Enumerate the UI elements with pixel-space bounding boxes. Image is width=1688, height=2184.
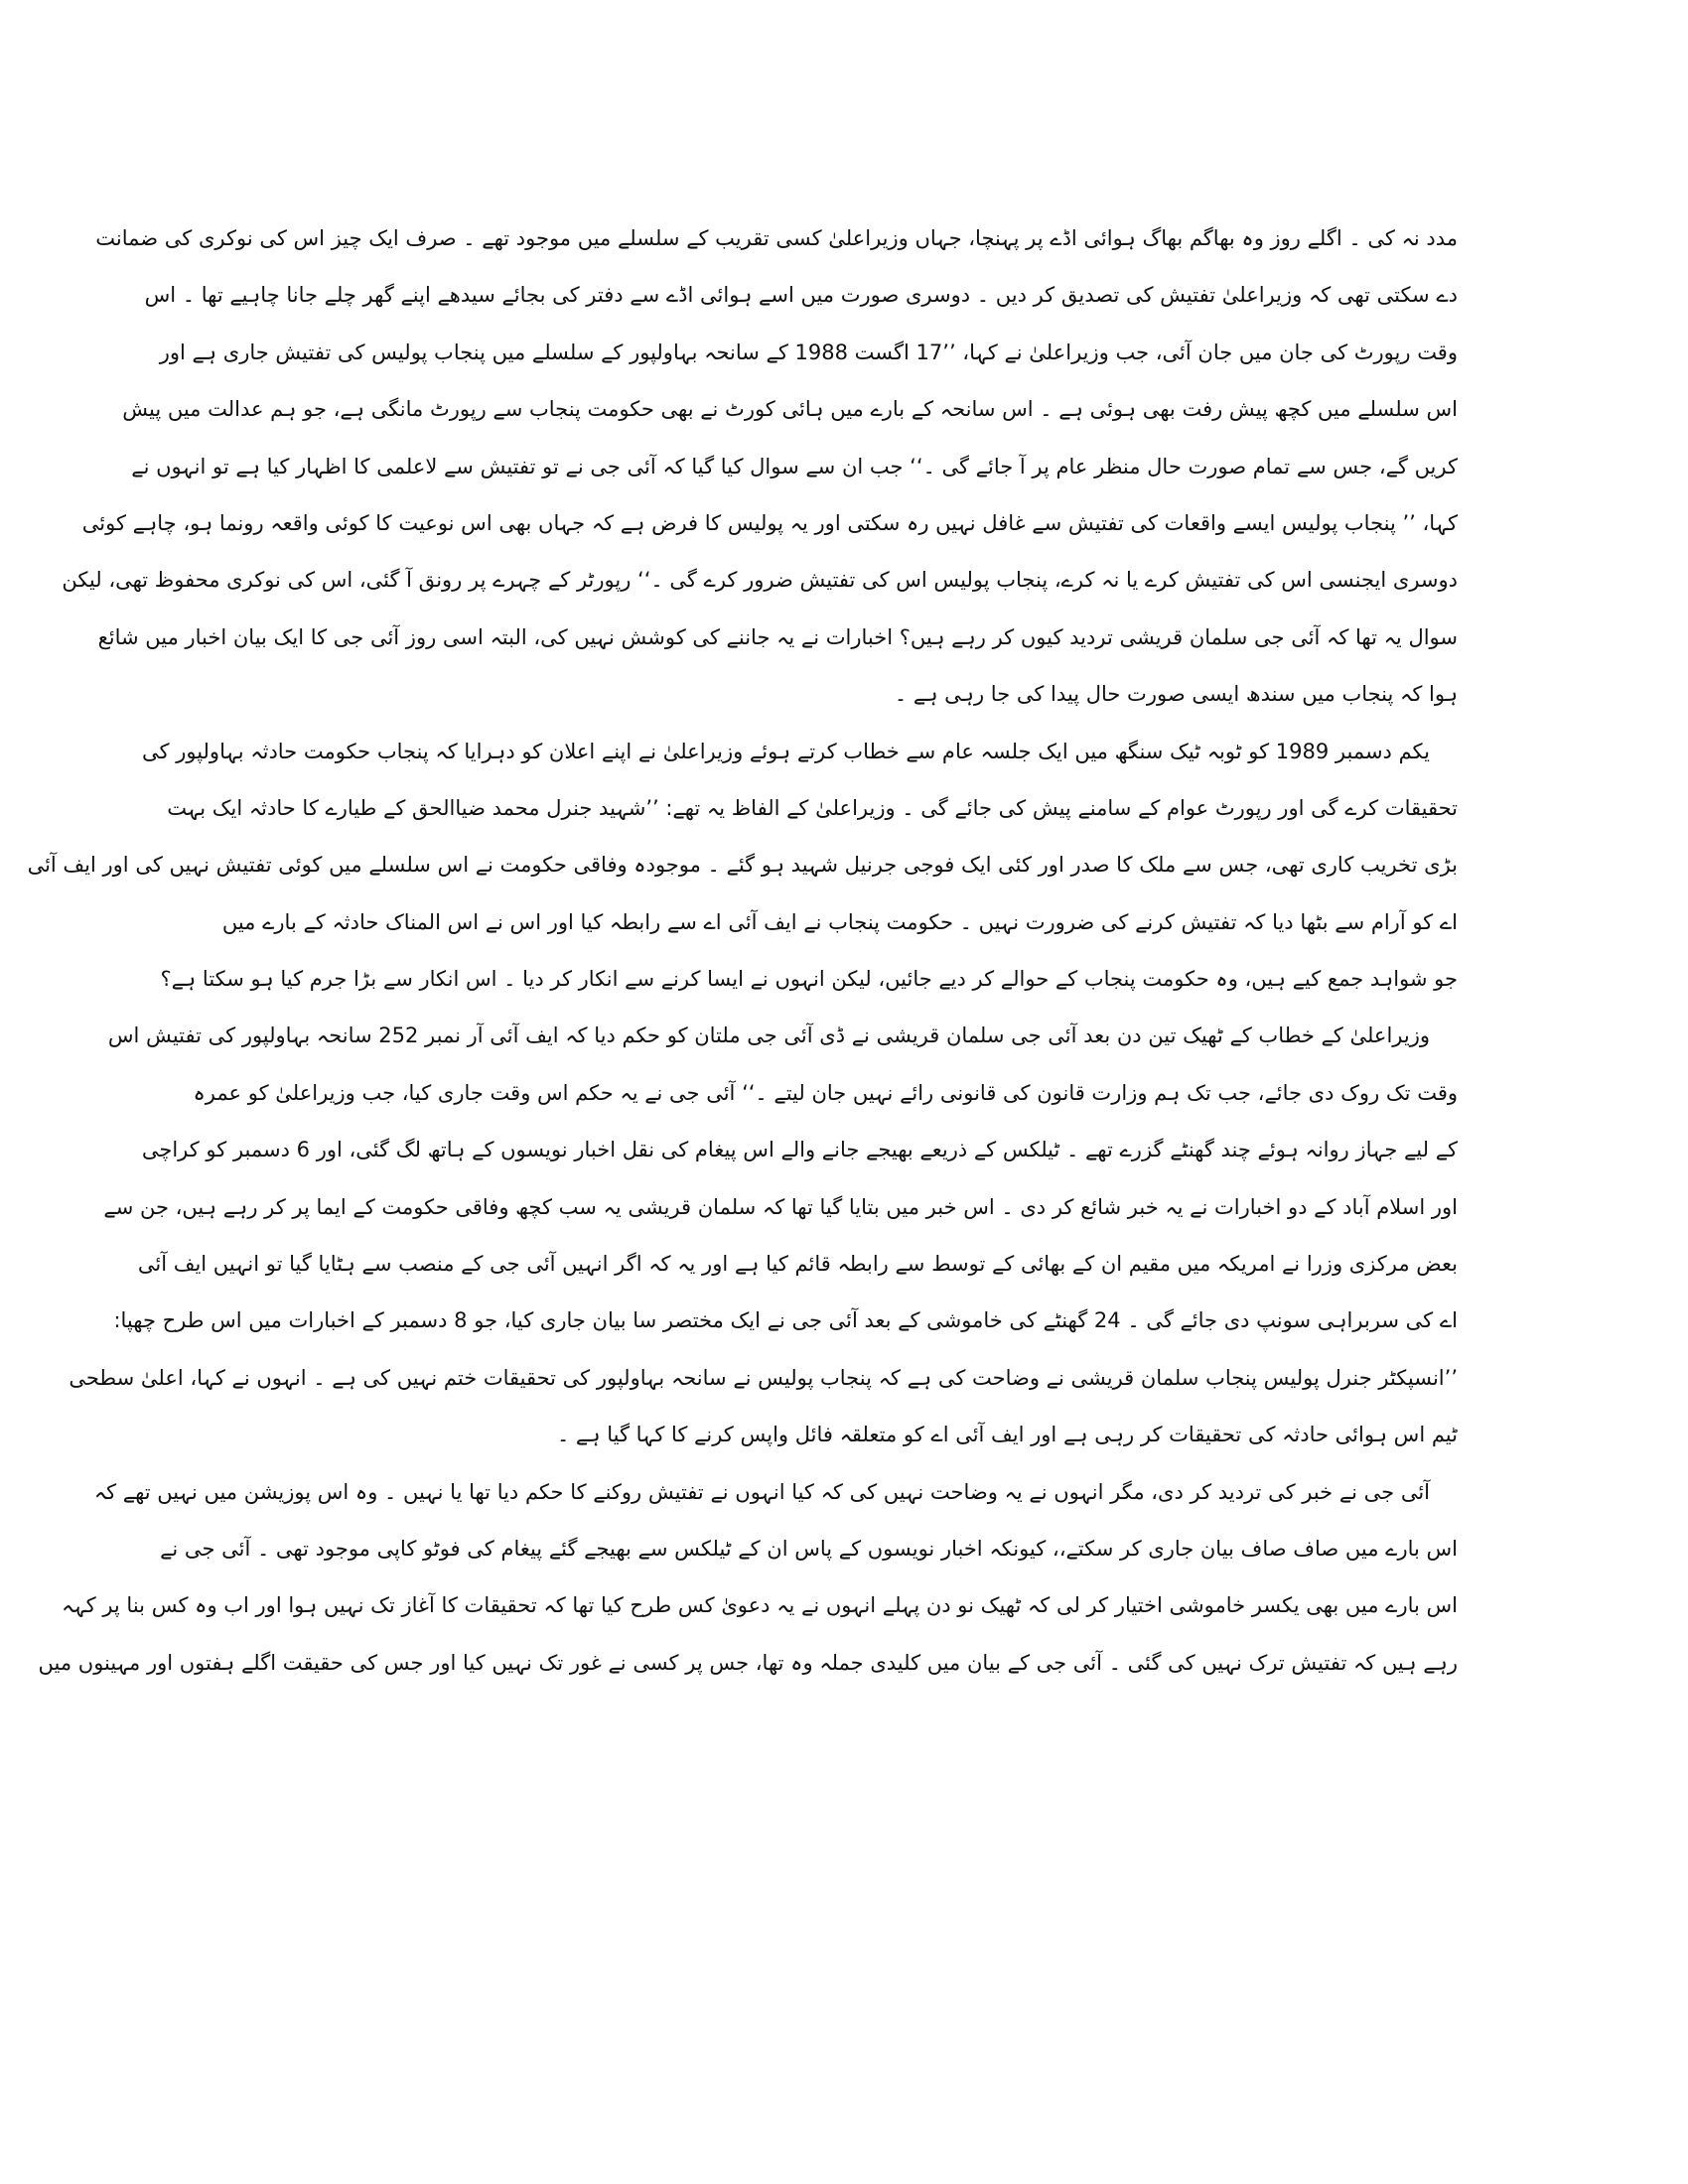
body-text: [27, 210, 1458, 1692]
text-line: یکم دسمبر 1989 کو ٹوبہ ٹیک سنگھ میں ایک جلسہ عام سے خطاب کرتے ہوئے وزیراعلیٰ نے اپنے اعلان کو دہرایا کہ پنجاب حکومت حادثہ بہاولپور کی: [142, 739, 1430, 763]
text-line: کے لیے جہاز روانہ ہوئے چند گھنٹے گزرے تھے ۔ ٹیلکس کے ذریعے بھیجے جانے والے اس پیغام کی نقل اخبار نویسوں کے ہاتھ لگ گئی، اور 6 دسمبر کو کراچی: [141, 1138, 1458, 1162]
text-line: جو شواہد جمع کیے ہیں، وہ حکومت پنجاب کے حوالے کر دیے جائیں، لیکن انہوں نے ایسا کرنے سے انکار کر دیا ۔ اس انکار سے بڑا جرم کیا ہو سکتا ہے؟: [160, 967, 1458, 992]
text-line: کہا، ’’ پنجاب پولیس ایسے واقعات کی تفتیش سے غافل نہیں رہ سکتی اور یہ پولیس کا فرض ہے کہ جہاں بھی اس نوعیت کا کوئی واقعہ رونما ہو، چاہے کوئی: [81, 510, 1458, 535]
text-line: وزیراعلیٰ کے خطاب کے ٹھیک تین دن بعد آئی جی سلمان قریشی نے ڈی آئی جی ملتان کو حکم دیا کہ ایف آئی آر نمبر 252 سانحہ بہاولپور کی تفتیش اس: [107, 1024, 1430, 1048]
text-line: آئی جی نے خبر کی تردید کر دی، مگر انہوں نے یہ وضاحت نہیں کی کہ کیا انہوں نے تفتیش روکنے کا حکم دیا تھا یا نہیں ۔ وہ اس پوزیشن میں نہیں تھے کہ: [93, 1479, 1430, 1504]
text-line: اس بارے میں صاف صاف بیان جاری کر سکتے،، کیونکہ اخبار نویسوں کے پاس ان کے ٹیلکس سے بھیجے گئے پیغام کی فوٹو کاپی موجود تھی ۔ آئی جی نے: [160, 1536, 1458, 1561]
text-line: اس سلسلے میں کچھ پیش رفت بھی ہوئی ہے ۔ اس سانحہ کے بارے میں ہائی کورٹ نے بھی حکومت پنجاب سے رپورٹ مانگی ہے، جو ہم عدالت میں پیش: [122, 397, 1458, 422]
text-line: دوسری ایجنسی اس کی تفتیش کرے یا نہ کرے، پنجاب پولیس اس کی تفتیش ضرور کرے گی ۔‘‘ رپورٹر کے چہرے پر رونق آ گئی، اس کی نوکری محفوظ تھی، لیکن: [62, 568, 1458, 593]
paragraph-4: [38, 1464, 1458, 1693]
text-line: وقت تک روک دی جائے، جب تک ہم وزارت قانون کی قانونی رائے نہیں جان لیتے ۔‘‘ آئی جی نے یہ حکم اس وقت جاری کیا، جب وزیراعلیٰ کو عمرہ: [193, 1080, 1458, 1105]
text-line: کریں گے، جس سے تمام صورت حال منظر عام پر آ جائے گی ۔‘‘ جب ان سے سوال کیا گیا کہ آئی جی نے تو تفتیش سے لاعلمی کا اظہار کیا ہے تو انہوں نے: [131, 454, 1458, 478]
text-line: ہوا کہ پنجاب میں سندھ ایسی صورت حال پیدا کی جا رہی ہے ۔: [894, 682, 1458, 707]
paragraph-1: [62, 210, 1458, 724]
text-line: بعض مرکزی وزرا نے امریکہ میں مقیم ان کے بھائی کے توسط سے رابطہ قائم کیا ہے اور یہ کہ اگر انہیں آئی جی کے منصب سے ہٹایا گیا تو انہیں ایف آئی: [137, 1252, 1458, 1277]
text-line: اے کو آرام سے بٹھا دیا کہ تفتیش کرنے کی ضرورت نہیں ۔ حکومت پنجاب نے ایف آئی اے سے رابطہ کیا اور اس نے اس المناک حادثہ کے بارے میں: [221, 909, 1458, 934]
text-line: مدد نہ کی ۔ اگلے روز وہ بھاگم بھاگ ہوائی اڈے پر پہنچا، جہاں وزیراعلیٰ کسی تقریب کے سلسلے میں موجود تھے ۔ صرف ایک چیز اس کی نوکری کی ضمانت: [95, 226, 1458, 250]
paragraph-2: [27, 724, 1458, 1009]
text-line: ٹیم اس ہوائی حادثہ کی تحقیقات کر رہی ہے اور ایف آئی اے کو متعلقہ فائل واپس کرنے کا کہا گیا ہے ۔: [556, 1423, 1458, 1447]
text-line: سوال یہ تھا کہ آئی جی سلمان قریشی تردید کیوں کر رہے ہیں؟ اخبارات نے یہ جاننے کی کوشش نہیں کی، البتہ اسی روز آئی جی کا ایک بیان اخبار میں شائع: [97, 624, 1458, 649]
text-line: اس بارے میں بھی یکسر خاموشی اختیار کر لی کہ ٹھیک نو دن پہلے انہوں نے یہ دعویٰ کس طرح کیا تھا کہ تحقیقات کا آغاز تک نہیں ہوا اور اب وہ کس بنا پر کہہ: [62, 1593, 1458, 1618]
text-line: رہے ہیں کہ تفتیش ترک نہیں کی گئی ۔ آئی جی کے بیان میں کلیدی جملہ وہ تھا، جس پر کسی نے غور تک نہیں کیا اور جس کی حقیقت اگلے ہفتوں اور مہینوں میں: [38, 1650, 1458, 1675]
text-line: اور اسلام آباد کے دو اخبارات نے یہ خبر شائع کر دی ۔ اس خبر میں بتایا گیا تھا کہ سلمان قریشی یہ سب کچھ وفاقی حکومت کے ایما پر کر رہے ہیں، جن سے: [103, 1194, 1458, 1219]
text-line: بڑی تخریب کاری تھی، جس سے ملک کا صدر اور کئی ایک فوجی جرنیل شہید ہو گئے ۔ موجودہ وفاقی حکومت نے اس سلسلے میں کوئی تفتیش نہیں کی اور ایف آئی: [27, 853, 1458, 878]
text-line: اے کی سربراہی سونپ دی جائے گی ۔ 24 گھنٹے کی خاموشی کے بعد آئی جی نے ایک مختصر سا بیان جاری کیا، جو 8 دسمبر کے اخبارات میں اس طرح چھپا:: [113, 1308, 1458, 1333]
text-line: وقت رپورٹ کی جان میں جان آئی، جب وزیراعلیٰ نے کہا، ’’17 اگست 1988 کے سانحہ بہاولپور کے سلسلے میں پنجاب پولیس کی تفتیش جاری ہے اور: [159, 340, 1458, 364]
text-line: ’’انسپکٹر جنرل پولیس پنجاب سلمان قریشی نے وضاحت کی ہے کہ پنجاب پولیس نے سانحہ بہاولپور کی تحقیقات ختم نہیں کی ہے ۔ انہوں نے کہا، اعلیٰ سطحی: [69, 1365, 1458, 1390]
paragraph-3: [69, 1008, 1458, 1463]
text-line: دے سکتی تھی کہ وزیراعلیٰ تفتیش کی تصدیق کر دیں ۔ دوسری صورت میں اسے ہوائی اڈے سے دفتر کی بجائے سیدھے اپنے گھر چلے جانا چاہیے تھا ۔ اس: [144, 283, 1458, 308]
text-line: تحقیقات کرے گی اور رپورٹ عوام کے سامنے پیش کی جائے گی ۔ وزیراعلیٰ کے الفاظ یہ تھے: ’’شہید جنرل محمد ضیاالحق کے طیارے کا حادثہ ایک بہت: [167, 795, 1458, 820]
